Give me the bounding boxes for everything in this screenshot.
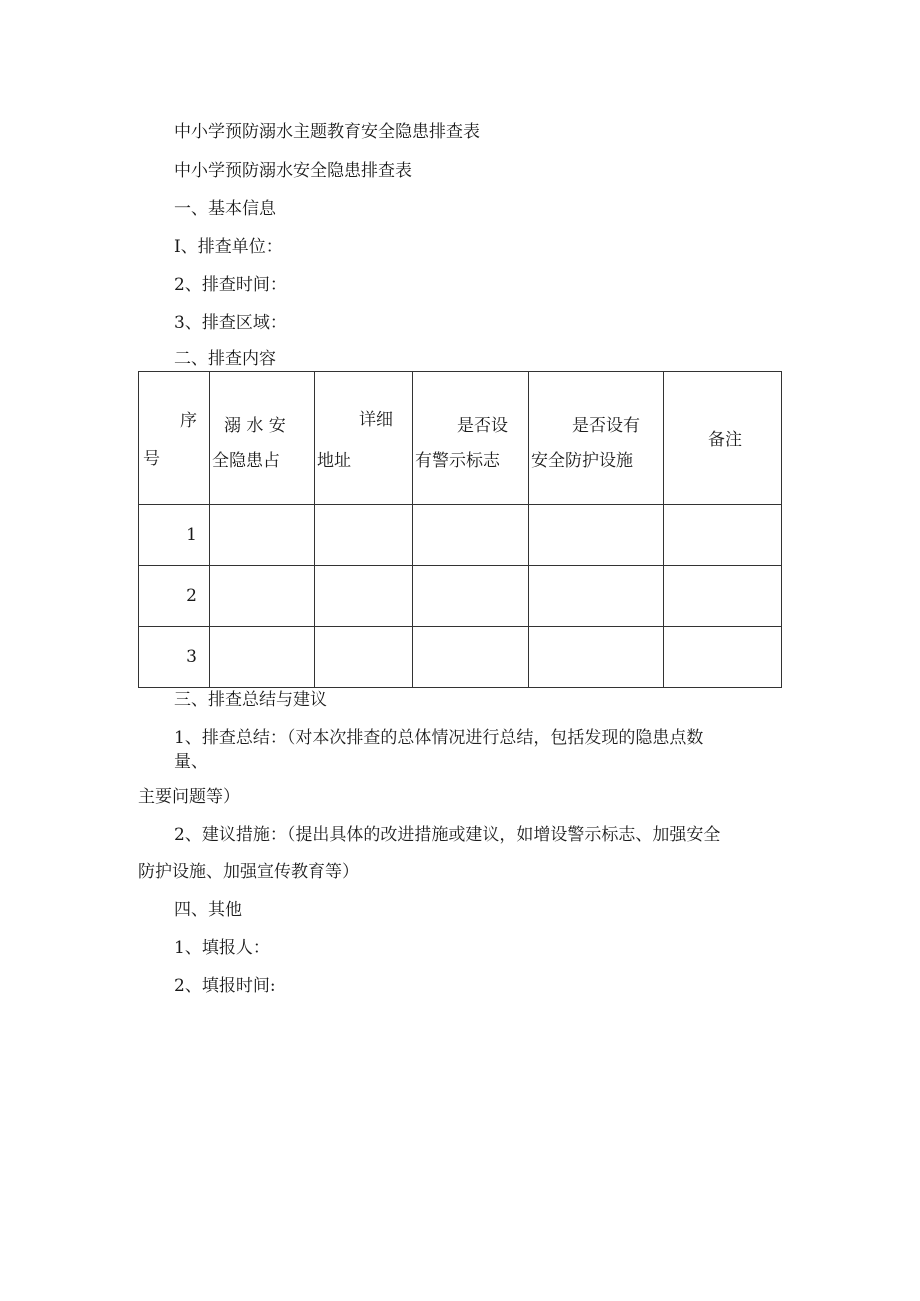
row-index: 2 bbox=[186, 586, 197, 606]
table-header-row bbox=[139, 372, 782, 505]
section-heading-basic-info: 一、基本信息 bbox=[174, 199, 276, 219]
advice-text-line2: 防护设施、加强宣传教育等） bbox=[138, 862, 359, 882]
advice-text-line1: 2、建议措施：（提出具体的改进措施或建议，如增设警示标志、加强安全 bbox=[174, 825, 721, 845]
header-cell-protection-facility bbox=[529, 372, 664, 505]
table-cell bbox=[315, 566, 413, 627]
document-title: 中小学预防溺水主题教育安全隐患排查表 bbox=[174, 122, 480, 142]
table-row bbox=[139, 505, 782, 566]
table-cell bbox=[210, 566, 315, 627]
field-inspection-area: 3、排查区域： bbox=[174, 313, 287, 333]
header-address-line2: 地址 bbox=[317, 451, 351, 471]
table-cell bbox=[413, 505, 529, 566]
inspection-table bbox=[138, 371, 782, 688]
section-heading-inspection-content: 二、排查内容 bbox=[174, 349, 276, 369]
document-subtitle: 中小学预防溺水安全隐患排查表 bbox=[174, 161, 412, 181]
header-cell-address bbox=[315, 372, 413, 505]
header-warning-line1: 是否设 bbox=[457, 416, 508, 436]
table-cell bbox=[315, 505, 413, 566]
row-index-cell bbox=[139, 566, 210, 627]
field-report-time: 2、填报时间: bbox=[174, 976, 276, 996]
row-index: 1 bbox=[186, 525, 197, 545]
summary-text-line1: 1、排查总结：（对本次排查的总体情况进行总结，包括发现的隐患点数 bbox=[174, 728, 704, 748]
table-cell bbox=[413, 627, 529, 688]
header-protection-line2: 安全防护设施 bbox=[531, 451, 633, 471]
summary-text-line2: 量、 bbox=[174, 752, 208, 772]
field-reporter: 1、填报人： bbox=[174, 938, 270, 958]
field-inspection-time: 2、排查时间： bbox=[174, 275, 287, 295]
header-cell-index bbox=[139, 372, 210, 505]
table-cell bbox=[529, 627, 664, 688]
header-cell-warning-sign bbox=[413, 372, 529, 505]
table-cell bbox=[529, 505, 664, 566]
table-cell bbox=[315, 627, 413, 688]
table-cell bbox=[664, 627, 782, 688]
table-cell bbox=[413, 566, 529, 627]
section-heading-other: 四、其他 bbox=[174, 900, 242, 920]
header-cell-remarks bbox=[664, 372, 782, 505]
table-cell bbox=[529, 566, 664, 627]
field-inspection-unit: I、排查单位： bbox=[174, 237, 283, 257]
header-remarks: 备注 bbox=[708, 430, 742, 450]
table-row bbox=[139, 566, 782, 627]
header-protection-line1: 是否设有 bbox=[572, 416, 640, 436]
row-index: 3 bbox=[186, 647, 197, 667]
header-index-line2: 号 bbox=[143, 449, 160, 469]
table-cell bbox=[210, 505, 315, 566]
summary-text-line3: 主要问题等） bbox=[138, 787, 240, 807]
row-index-cell bbox=[139, 627, 210, 688]
header-warning-line2: 有警示标志 bbox=[415, 451, 500, 471]
table-row bbox=[139, 627, 782, 688]
row-index-cell bbox=[139, 505, 210, 566]
table-cell bbox=[664, 566, 782, 627]
table-cell bbox=[664, 505, 782, 566]
header-cell-hazard-spot bbox=[210, 372, 315, 505]
section-heading-summary: 三、排查总结与建议 bbox=[174, 690, 327, 710]
header-address-line1: 详细 bbox=[359, 410, 393, 430]
header-index-line1: 序 bbox=[180, 411, 197, 431]
table-cell bbox=[210, 627, 315, 688]
header-hazard-line1: 溺 水 安 bbox=[224, 416, 286, 436]
header-hazard-line2: 全隐患占 bbox=[212, 451, 280, 471]
